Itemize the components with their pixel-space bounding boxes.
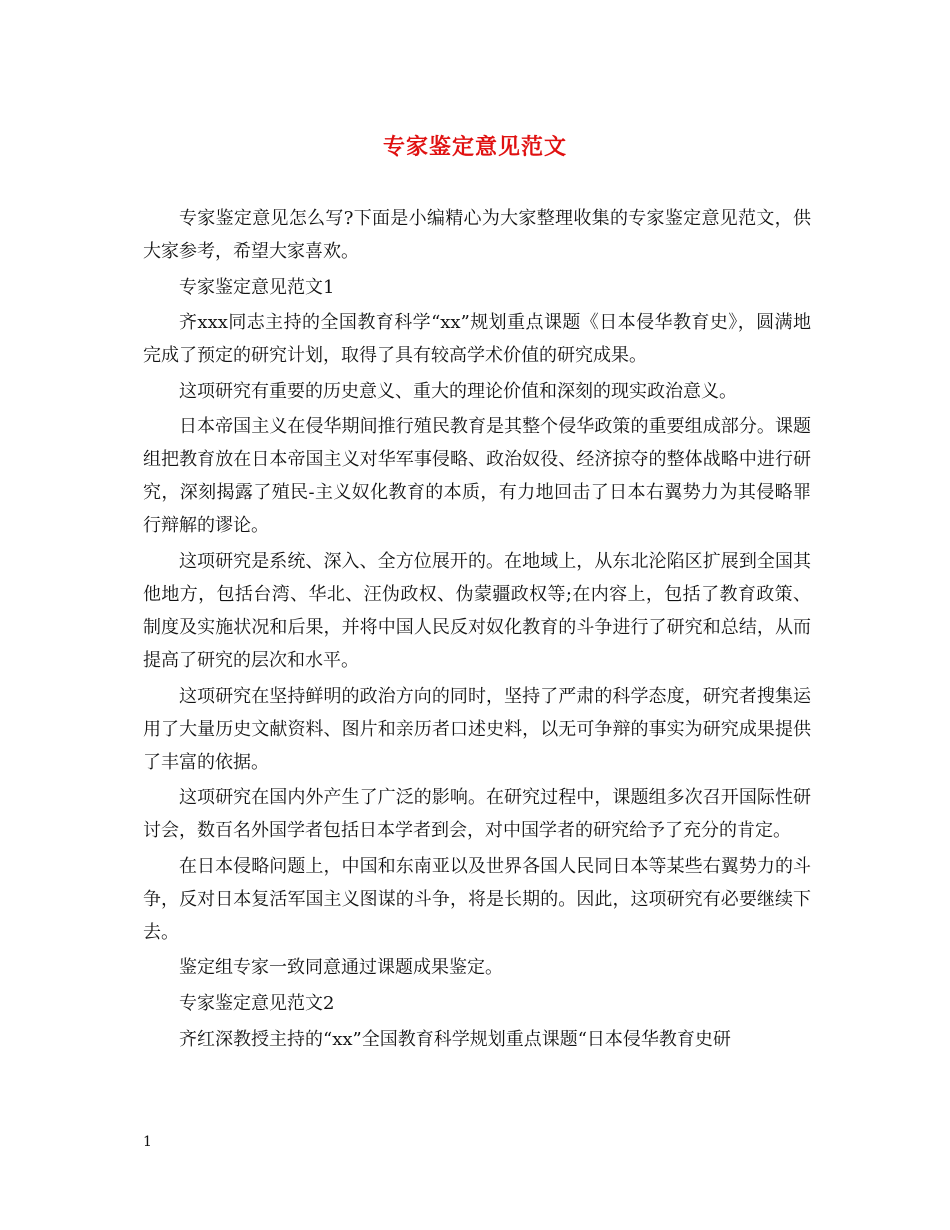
paragraph: 这项研究是系统、深入、全方位展开的。在地域上，从东北沦陷区扩展到全国其他地方，包括台湾、华北、汪伪政权、伪蒙疆政权等;在内容上，包括了教育政策、制度及实施状况和后果，并将中国人民反对奴化教育的斗争进行了研究和总结，从而提高了研究的层次和水平。 [143, 550, 811, 671]
paragraph: 日本帝国主义在侵华期间推行殖民教育是其整个侵华政策的重要组成部分。课题组把教育放在日本帝国主义对华军事侵略、政治奴役、经济掠夺的整体战略中进行研究，深刻揭露了殖民-主义奴化教育的本质，有力地回击了日本右翼势力为其侵略罪行辩解的谬论。 [143, 416, 811, 537]
paragraph: 鉴定组专家一致同意通过课题成果鉴定。 [179, 957, 503, 979]
paragraph-intro: 专家鉴定意见怎么写?下面是小编精心为大家整理收集的专家鉴定意见范文，供大家参考，希望大家喜欢。 [143, 208, 811, 262]
paragraph: 这项研究在国内外产生了广泛的影响。在研究过程中，课题组多次召开国际性研讨会，数百名外国学者包括日本学者到会，对中国学者的研究给予了充分的肯定。 [143, 787, 811, 842]
document-title: 专家鉴定意见范文 [382, 134, 567, 160]
paragraph: 齐红深教授主持的“xx”全国教育科学规划重点课题“日本侵华教育史研 [179, 1028, 731, 1050]
page-number: 1 [143, 1134, 152, 1150]
section-heading-1: 专家鉴定意见范文1 [179, 276, 335, 298]
paragraph: 这项研究在坚持鲜明的政治方向的同时，坚持了严肃的科学态度，研究者搜集运用了大量历史文献资料、图片和亲历者口述史料，以无可争辩的事实为研究成果提供了丰富的依据。 [143, 685, 811, 773]
paragraph: 在日本侵略问题上，中国和东南亚以及世界各国人民同日本等某些右翼势力的斗争，反对日本复活军国主义图谋的斗争，将是长期的。因此，这项研究有必要继续下去。 [143, 855, 811, 943]
document-body [143, 202, 811, 1058]
paragraph: 齐xxx同志主持的全国教育科学“xx”规划重点课题《日本侵华教育史》，圆满地完成了预定的研究计划，取得了具有较高学术价值的研究成果。 [143, 312, 811, 367]
section-heading-2: 专家鉴定意见范文2 [179, 992, 335, 1014]
paragraph: 这项研究有重要的历史意义、重大的理论价值和深刻的现实政治意义。 [179, 380, 737, 402]
